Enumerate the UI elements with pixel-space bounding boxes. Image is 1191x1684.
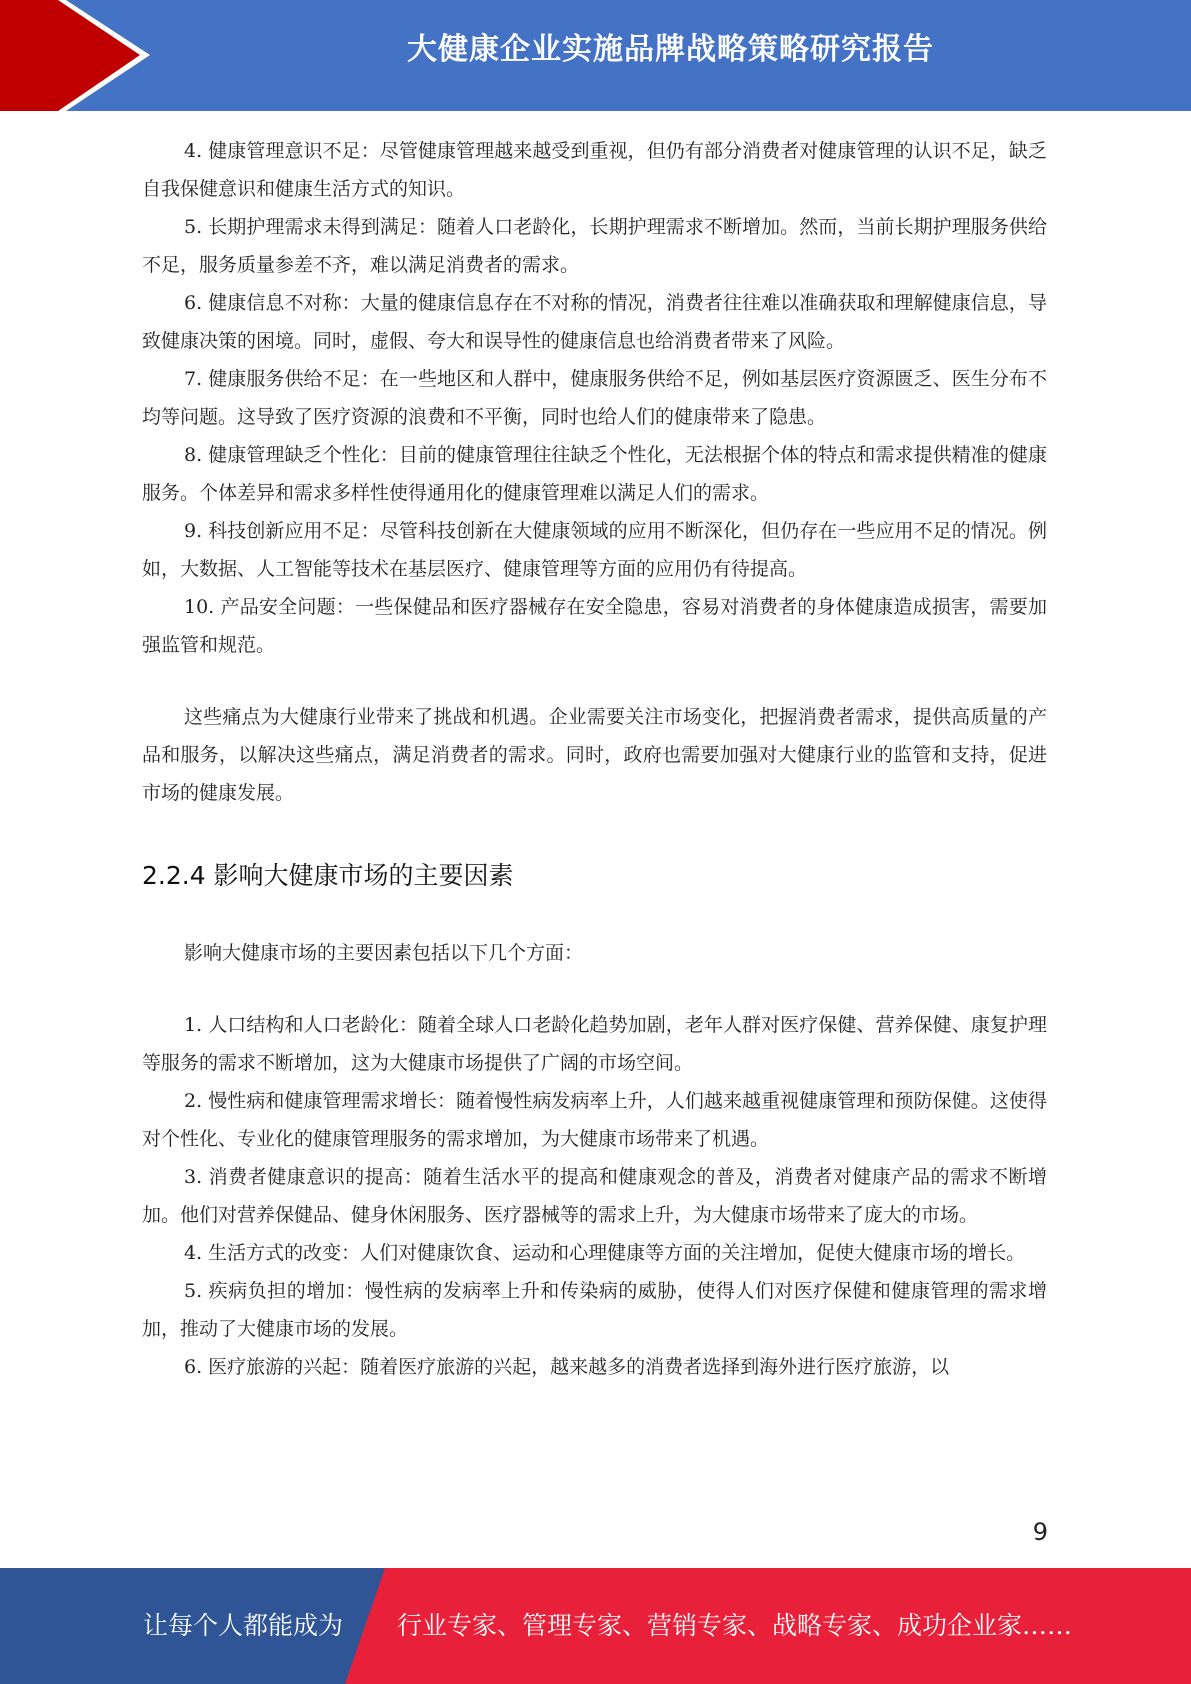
footer-slogan-left: 让每个人都能成为 — [143, 1611, 344, 1640]
list-item: 6. 医疗旅游的兴起：随着医疗旅游的兴起，越来越多的消费者选择到海外进行医疗旅游，以 — [184, 1356, 950, 1378]
list-item: 10. 产品安全问题：一些保健品和医疗器械存在安全隐患，容易对消费者的身体健康造成损害，需要加强监管和规范。 — [142, 596, 1047, 656]
footer-slogan-right: 行业专家、管理专家、营销专家、战略专家、成功企业家…… — [397, 1611, 1073, 1640]
list-item: 2. 慢性病和健康管理需求增长：随着慢性病发病率上升，人们越来越重视健康管理和预防保健。这使得对个性化、专业化的健康管理服务的需求增加，为大健康市场带来了机遇。 — [142, 1090, 1047, 1150]
list-item: 8. 健康管理缺乏个性化：目前的健康管理往往缺乏个性化，无法根据个体的特点和需求提供精准的健康服务。个体差异和需求多样性使得通用化的健康管理难以满足人们的需求。 — [142, 444, 1047, 504]
page-footer — [0, 1568, 1191, 1684]
list-item: 4. 生活方式的改变：人们对健康饮食、运动和心理健康等方面的关注增加，促使大健康市场的增长。 — [184, 1242, 1026, 1264]
list-item: 4. 健康管理意识不足：尽管健康管理越来越受到重视，但仍有部分消费者对健康管理的认识不足，缺乏自我保健意识和健康生活方式的知识。 — [142, 140, 1047, 200]
list-item: 5. 长期护理需求未得到满足：随着人口老龄化，长期护理需求不断增加。然而，当前长期护理服务供给不足，服务质量参差不齐，难以满足消费者的需求。 — [142, 216, 1047, 276]
list-item: 3. 消费者健康意识的提高：随着生活水平的提高和健康观念的普及，消费者对健康产品的需求不断增加。他们对营养保健品、健身休闲服务、医疗器械等的需求上升，为大健康市场带来了庞大的市场。 — [142, 1166, 1047, 1226]
page-content — [142, 132, 1047, 1386]
summary-paragraph: 这些痛点为大健康行业带来了挑战和机遇。企业需要关注市场变化，把握消费者需求，提供高质量的产品和服务，以解决这些痛点，满足消费者的需求。同时，政府也需要加强对大健康行业的监管和支持，促进市场的健康发展。 — [142, 706, 1047, 804]
header-red-arrow-shape — [0, 0, 160, 111]
page-number: 9 — [1032, 1518, 1048, 1546]
page-header — [0, 0, 1191, 111]
list-item: 6. 健康信息不对称：大量的健康信息存在不对称的情况，消费者往往难以准确获取和理解健康信息，导致健康决策的困境。同时，虚假、夸大和误导性的健康信息也给消费者带来了风险。 — [142, 292, 1047, 352]
report-title: 大健康企业实施品牌战略策略研究报告 — [407, 32, 934, 67]
section-intro: 影响大健康市场的主要因素包括以下几个方面： — [184, 942, 584, 964]
list-item: 5. 疾病负担的增加：慢性病的发病率上升和传染病的威胁，使得人们对医疗保健和健康管理的需求增加，推动了大健康市场的发展。 — [142, 1280, 1047, 1340]
section-heading: 2.2.4 影响大健康市场的主要因素 — [142, 861, 514, 890]
list-item: 1. 人口结构和人口老龄化：随着全球人口老龄化趋势加剧，老年人群对医疗保健、营养保健、康复护理等服务的需求不断增加，这为大健康市场提供了广阔的市场空间。 — [142, 1014, 1047, 1074]
list-item: 9. 科技创新应用不足：尽管科技创新在大健康领域的应用不断深化，但仍存在一些应用不足的情况。例如，大数据、人工智能等技术在基层医疗、健康管理等方面的应用仍有待提高。 — [142, 520, 1047, 580]
list-item: 7. 健康服务供给不足：在一些地区和人群中，健康服务供给不足，例如基层医疗资源匮乏、医生分布不均等问题。这导致了医疗资源的浪费和不平衡，同时也给人们的健康带来了隐患。 — [142, 368, 1047, 428]
